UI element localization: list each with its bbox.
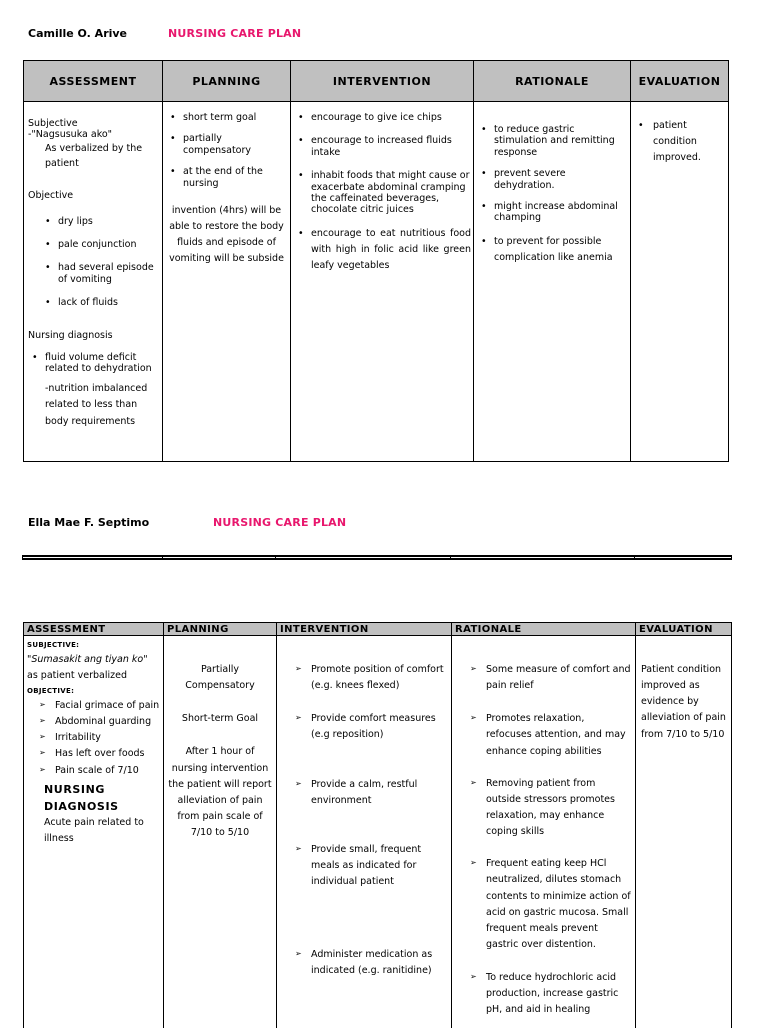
content-row <box>24 636 732 1028</box>
rationale-list <box>468 662 632 1019</box>
rationale-list <box>477 124 627 266</box>
list-item: ➢ Removing patient from outside stressors promotes relaxation, may enhance coping skills <box>468 776 632 841</box>
list-item: • partially compensatory <box>166 133 287 156</box>
list-item: • had several episode of vomiting <box>41 262 158 285</box>
list-item: • inhabit foods that might cause or exacerbate abdominal cramping the caffeinated beverages, chocolate citric juices <box>294 170 471 216</box>
subjective-quote: "Sumasakit ang tiyan ko" <box>27 653 148 665</box>
care-plan-table-1 <box>23 60 729 462</box>
assessment-cell <box>24 102 163 462</box>
care-plan-table-3 <box>23 622 732 1028</box>
care-plan-table-2 <box>22 555 732 560</box>
diagnosis-extra: -nutrition imbalanced related to less than body requirements <box>45 382 148 427</box>
planning-list <box>166 112 287 189</box>
planning-text: invention (4hrs) will be able to restore the body fluids and episode of vomiting will be subside <box>169 204 284 265</box>
rationale-cell <box>474 102 631 462</box>
list-item: • to prevent for possible complication like anemia <box>477 234 627 266</box>
intervention-cell <box>291 102 474 462</box>
planning-type: Partially Compensatory <box>185 664 255 692</box>
subjective-label: SUBJECTIVE: <box>27 641 80 649</box>
list-item: • patient condition improved. <box>634 118 725 166</box>
diagnosis-label <box>27 781 160 815</box>
header-evaluation: EVALUATION <box>631 61 729 102</box>
header-row <box>24 61 729 102</box>
evaluation-text: Patient condition improved as evidence by alleviation of pain from 7/10 to 5/10 <box>641 664 726 740</box>
list-item: ➢ Has left over foods <box>37 746 160 762</box>
header-intervention: INTERVENTION <box>277 623 452 636</box>
list-item: ➢ Administer medication as indicated (e.g. ranitidine) <box>293 947 448 979</box>
plan-title-2: NURSING CARE PLAN <box>213 516 347 529</box>
list-item: • lack of fluids <box>41 297 158 308</box>
list-item: • to reduce gastric stimulation and remitting response <box>477 124 627 158</box>
planning-cell <box>164 636 277 1028</box>
header-rationale: RATIONALE <box>452 623 636 636</box>
diagnosis-label: Nursing diagnosis <box>28 330 113 342</box>
plan-title-1: NURSING CARE PLAN <box>168 27 302 40</box>
list-item: • encourage to increased fluids intake <box>294 135 471 158</box>
objective-list <box>27 698 160 779</box>
intervention-cell <box>277 636 452 1028</box>
header-planning: PLANNING <box>164 623 277 636</box>
list-item: ➢ Abdominal guarding <box>37 714 160 730</box>
header-intervention: INTERVENTION <box>291 61 474 102</box>
content-row <box>24 102 729 462</box>
diagnosis-text: Acute pain related to illness <box>44 816 144 844</box>
list-item: ➢ Pain scale of 7/10 <box>37 763 160 779</box>
collapsed-row <box>23 556 732 559</box>
list-item: • dry lips <box>41 216 158 227</box>
subjective-note: As verbalized by the patient <box>45 142 143 170</box>
list-item: • fluid volume deficit related to dehydration <box>28 352 158 375</box>
list-item: • prevent severe dehydration. <box>477 168 627 191</box>
planning-cell <box>163 102 291 462</box>
intervention-list <box>293 662 448 980</box>
author-name-2: Ella Mae F. Septimo <box>28 516 150 529</box>
planning-goal-label: Short-term Goal <box>181 713 259 725</box>
subjective-note: as patient verbalized <box>27 670 127 682</box>
list-item: ➢ Frequent eating keep HCl neutralized, dilutes stomach contents to minimize action of acid on gastric mucosa. Small frequent meals prevent gastric over distention. <box>468 856 632 953</box>
list-item: ➢ Provide comfort measures (e.g reposition) <box>293 711 448 743</box>
list-item: • pale conjunction <box>41 239 158 250</box>
list-item: ➢ Provide small, frequent meals as indicated for individual patient <box>293 842 448 890</box>
list-item: ➢ Promotes relaxation, refocuses attention, and may enhance coping abilities <box>468 711 632 759</box>
header-row <box>24 623 732 636</box>
objective-list <box>28 216 158 309</box>
header-planning: PLANNING <box>163 61 291 102</box>
intervention-list <box>294 112 471 274</box>
subjective-label: Subjective <box>28 118 78 129</box>
evaluation-list <box>634 118 725 166</box>
header-rationale: RATIONALE <box>474 61 631 102</box>
author-name-1: Camille O. Arive <box>28 27 128 40</box>
list-item: • encourage to eat nutritious food with high in folic acid like green leafy vegetables <box>294 226 471 274</box>
objective-label: OBJECTIVE: <box>27 687 75 696</box>
header-assessment: ASSESSMENT <box>24 61 163 102</box>
list-item: • short term goal <box>166 112 287 123</box>
subjective-quote: -"Nagsusuka ako" <box>28 129 113 141</box>
diagnosis-label-line-2: DIAGNOSIS <box>44 799 119 813</box>
header-assessment: ASSESSMENT <box>24 623 164 636</box>
diagnosis-list <box>28 352 158 375</box>
list-item: ➢ To reduce hydrochloric acid production, increase gastric pH, and aid in healing <box>468 970 632 1018</box>
planning-goal-text: After 1 hour of nursing intervention the patient will report alleviation of pain from pain scale of 7/10 to 5/10 <box>168 746 272 839</box>
list-item: • at the end of the nursing <box>166 166 287 189</box>
assessment-cell <box>24 636 164 1028</box>
list-item: ➢ Facial grimace of pain <box>37 698 160 714</box>
evaluation-cell <box>631 102 729 462</box>
list-item: • might increase abdominal champing <box>477 201 627 224</box>
diagnosis-label-line-1: NURSING <box>44 782 106 796</box>
objective-label: Objective <box>28 190 74 202</box>
header-evaluation: EVALUATION <box>636 623 732 636</box>
list-item: ➢ Provide a calm, restful environment <box>293 777 448 809</box>
list-item: ➢ Irritability <box>37 730 160 746</box>
rationale-cell <box>452 636 636 1028</box>
list-item: ➢ Some measure of comfort and pain relief <box>468 662 632 694</box>
evaluation-cell <box>636 636 732 1028</box>
list-item: • encourage to give ice chips <box>294 112 471 123</box>
list-item: ➢ Promote position of comfort (e.g. knees flexed) <box>293 662 448 694</box>
